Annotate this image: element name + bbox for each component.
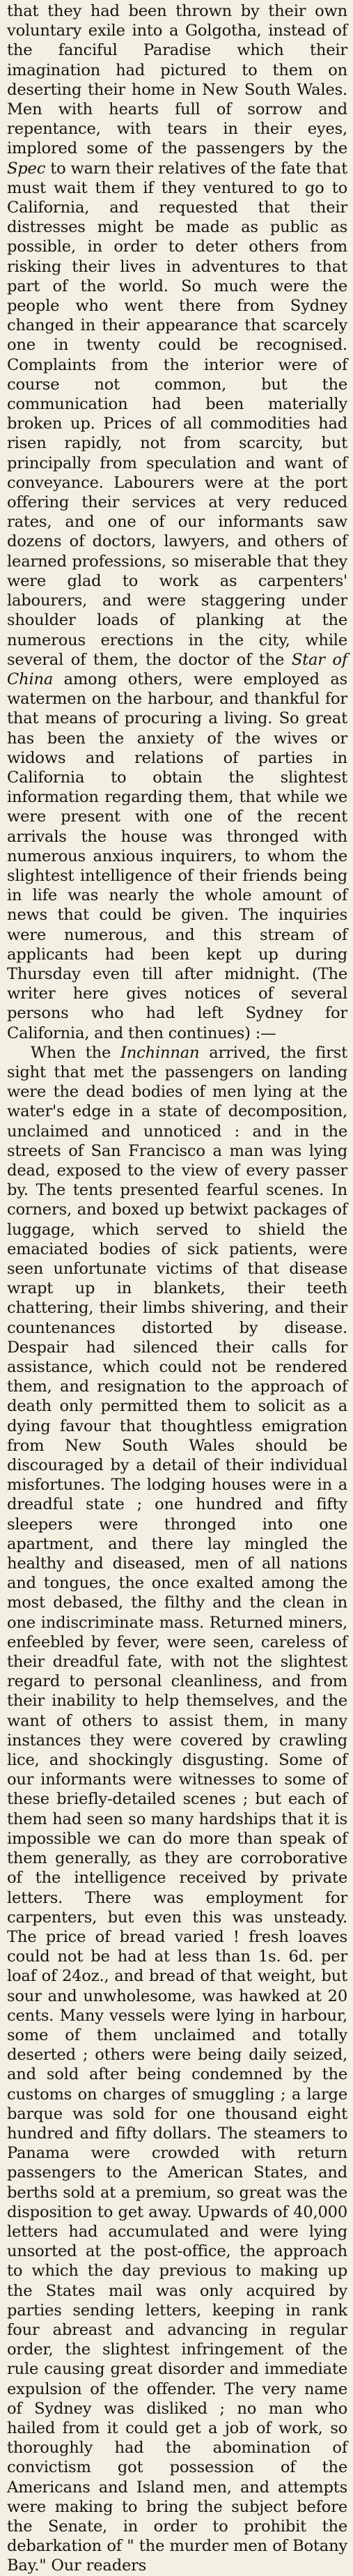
- paragraph-1-text-a: that they had been thrown by their own voluntary exile into a Golgotha, instead of the fanciful Paradise which their imagination had pictured to them on deserting their home in New South Wales. Men with hearts full of sorrow and repentance, with tears in their eyes, implored some of the passengers by the: [7, 2, 347, 158]
- article-paragraph-2: [7, 1043, 347, 2576]
- ship-name-spec: Spec: [7, 159, 46, 178]
- ship-name-inchinnan: Inchinnan: [120, 1043, 200, 1062]
- article-paragraph-1: [7, 1, 347, 1043]
- ship-name-star-of-china: Star of China: [7, 650, 347, 688]
- paragraph-1-text-c: among others, were employed as watermen on the harbour, and thankful for that means of procuring a living. So great has been the anxiety of the wives or widows and relations of parties in California to obtain the slightest information regarding them, that while we were present with one of the recent arrivals the house was thronged with numerous anxious inquirers, to whom the slightest intelligence of their friends being in life was nearly the whole amount of news that could be given. The inquiries were numerous, and this stream of applicants had been kept up during Thursday even till after midnight. (The writer here gives notices of several persons who had left Sydney for California, and then continues) :—: [7, 670, 347, 1042]
- paragraph-1-text-b: to warn their relatives of the fate that must wait them if they ventured to go to California, and requested that their distresses might be made as public as possible, in order to deter others from risking their lives in adventures to that part of the world. So much were the people who went there from Sydney changed in their appearance that scarcely one in twenty could be recognised. Complaints from the interior were of course not common, but the communication had been materially broken up. Prices of all commodities had risen rapidly, not from scarcity, but principally from speculation and want of conveyance. Labourers were at the port offering their services at very reduced rates, and one of our informants saw dozens of doctors, lawyers, and others of learned professions, so miserable that they were glad to work as carpenters' labourers, and were staggering under shoulder loads of planking at the numerous erections in the city, while several of them, the doctor of the: [7, 159, 347, 669]
- paragraph-2-text-a: When the: [31, 1043, 121, 1062]
- paragraph-2-text-b: arrived, the first sight that met the passengers on landing were the dead bodies of men lying at the water's edge in a state of decomposition, unclaimed and unnoticed : and in the streets of San Francisco a man was lying dead, exposed to the view of every passer by. The tents presented fearful scenes. In corners, and boxed up betwixt packages of luggage, which served to shield the emaciated bodies of sick patients, were seen unfortunate victims of that disease wrapt up in blankets, their teeth chattering, their limbs shivering, and their countenances distorted by disease. Despair had silenced their calls for assistance, which could not be rendered them, and resignation to the approach of death only permitted them to solicit as a dying favour that thoughtless emigration from New South Wales should be discouraged by a detail of their individual misfortunes. The lodging houses were in a dreadful state ; one hundred and fifty sleepers were thronged into one apartment, and there lay mingled the healthy and diseased, men of all nations and tongues, the once exalted among the most debased, the filthy and the clean in one indiscriminate mass. Returned miners, enfeebled by fever, were seen, careless of their dreadful fate, with not the slightest regard to personal cleanliness, and from their inability to help themselves, and the want of others to assist them, in many instances they were covered by crawling lice, and shockingly disgusting. Some of our informants were witnesses to some of these briefly-detailed scenes ; but each of them had seen so many hardships that it is impossible we can do more than speak of them generally, as they are corroborative of the intelligence received by private letters. There was employment for carpenters, but even this was unsteady. The price of bread varied ! fresh loaves could not be had at less than 1s. 6d. per loaf of 24oz., and bread of that weight, but sour and unwholesome, was hawked at 20 cents. Many vessels were lying in harbour, some of them unclaimed and totally deserted ; others were being daily seized, and sold after being condemned by the customs on charges of smuggling ; a large barque was sold for one thousand eight hundred and fifty dollars. The steamers to Panama were crowded with return passengers to the American States, and berths sold at a premium, so great was the disposition to get away. Upwards of 40,000 letters had accumulated and were lying unsorted at the post-office, the approach to which the day previous to making up the States mail was only acquired by parties sending letters, keeping in rank four abreast and advancing in regular order, the slightest infringement of the rule causing great disorder and immediate expulsion of the offender. The very name of Sydney was disliked ; no man who hailed from it could get a job of work, so thoroughly had the abomination of convictism got possession of the Americans and Island men, and attempts were making to bring the subject before the Senate, in order to prohibit the debarkation of " the murder men of Botany Bay." Our readers: [7, 1043, 347, 2575]
